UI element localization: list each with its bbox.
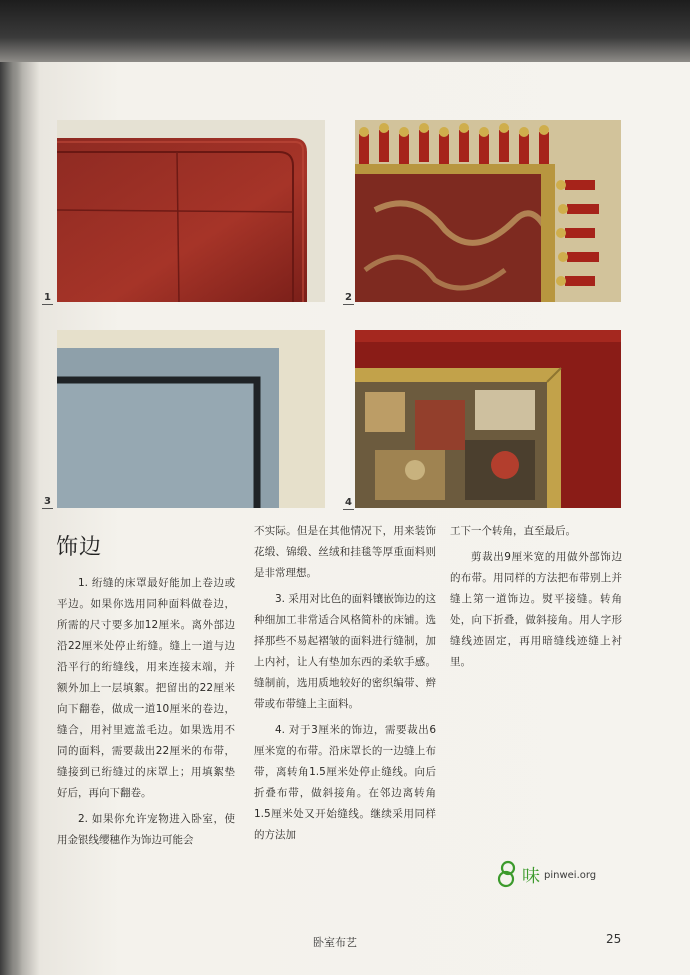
- text-column-2: [254, 521, 436, 851]
- scan-binding-shadow: [0, 62, 22, 975]
- photo-4-mitred-border: [355, 330, 621, 508]
- paragraph-5: 剪裁出9厘米宽的用做外部饰边的布带。用同样的方法把布带别上并缝上第一道饰边。熨平接缝。转角处，向下折叠，做斜接角。用人字形缝线迹固定，再用暗缝线迹缝上衬里。: [450, 551, 622, 668]
- photo-2-tassel-fringe: [355, 120, 621, 302]
- logo-swirl-icon: [494, 858, 524, 888]
- figure-number-4: 4: [345, 497, 352, 508]
- watermark-logo: [494, 858, 604, 892]
- paragraph-3: 3. 采用对比色的面料镶嵌饰边的这种细加工非常适合风格简朴的床铺。选择那些不易起褶皱的面料进行缝制，加上内衬，让人有垫加东西的柔软手感。缝制前，选用质地较好的密织编带、辫带或布带缝上主面料。: [254, 593, 436, 710]
- figure-number-1: 1: [44, 292, 51, 303]
- paragraph-4-start: 4. 对于3厘米的饰边，需要裁出6厘米宽的布带。沿床罩长的一边缝上布带，离转角1.5厘米处停止缝线。向后折叠布带，做斜接角。在邻边离转角1.5厘米处又开始缝线。继续采用同样的方法加: [254, 724, 436, 841]
- figure-number-3: 3: [44, 496, 51, 507]
- paragraph-2-end: 不实际。但是在其他情况下，用来装饰花缎、锦缎、丝绒和挂毯等厚重面料则是非常理想。: [254, 525, 436, 579]
- text-column-1: [57, 573, 235, 856]
- section-title: 饰边: [56, 535, 103, 560]
- text-column-3: [450, 521, 622, 678]
- watermark-url: pinwei.org: [544, 870, 597, 881]
- paragraph-1: 1. 绗缝的床罩最好能加上卷边或平边。如果你选用同种面料做卷边，所需的尺寸要多加12厘米。离外部边沿22厘米处停止绗缝。缝上一道与边沿平行的绗缝线，用来连接末端，并额外加上一层填絮。把留出的22厘米向下翻卷，做成一道10厘米的卷边，缝合，用衬里遮盖毛边。如果选用不同的面料，需要裁出22厘米的布带，缝接到已绗缝过的床罩上；用填絮垫好后，再向下翻卷。: [57, 577, 235, 799]
- scan-top-shadow: [0, 0, 690, 62]
- photo-1-red-quilt: [57, 120, 325, 302]
- figure-number-2: 2: [345, 292, 352, 303]
- paragraph-2-start: 2. 如果你允许宠物进入卧室，使用金银线缨穗作为饰边可能会: [57, 813, 235, 846]
- photo-3-contrast-border: [57, 330, 325, 508]
- page-number: 25: [606, 932, 622, 946]
- paragraph-4-end: 工下一个转角，直至最后。: [450, 525, 576, 537]
- watermark-cn: 味: [522, 866, 540, 887]
- footer-title: 卧室布艺: [313, 936, 357, 949]
